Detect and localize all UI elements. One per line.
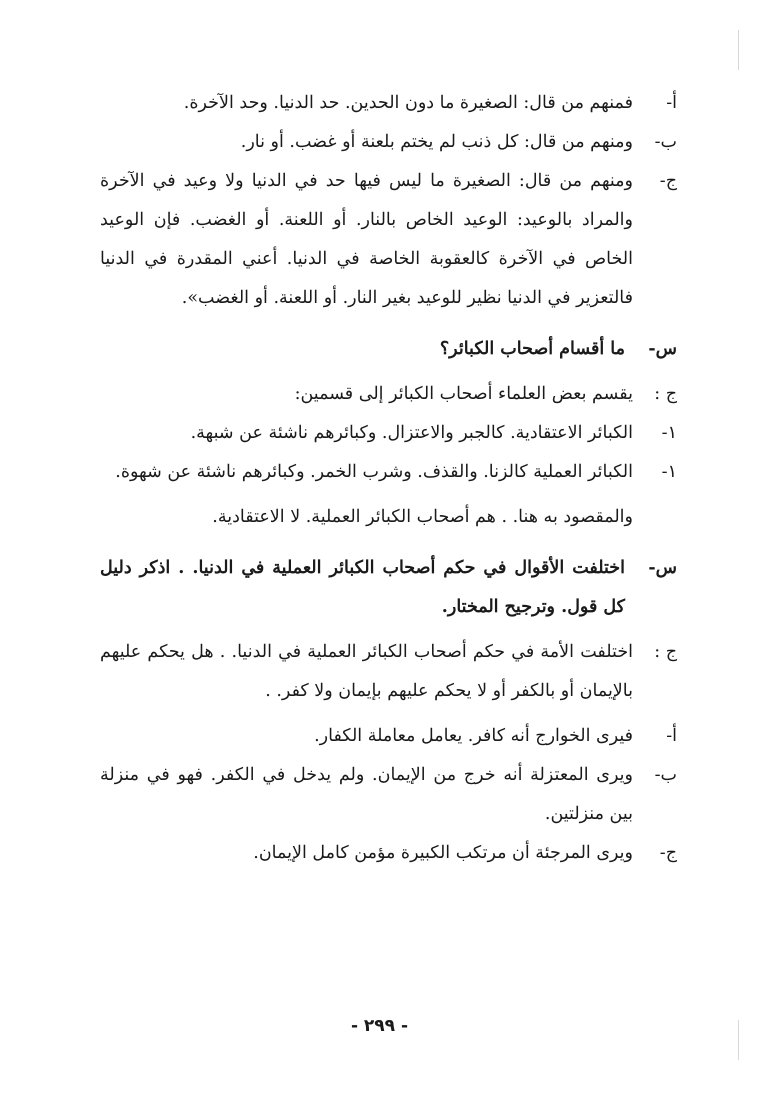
scan-edge-mark — [738, 30, 739, 70]
question-label: س- — [648, 558, 677, 578]
item-text: ومنهم من قال: كل ذنب لم يختم بلعنة أو غضب. أو نار. — [240, 132, 633, 152]
item-text: ويرى المرجئة أن مرتكب الكبيرة مؤمن كامل الإيمان. — [253, 843, 633, 863]
list-item — [100, 756, 677, 834]
answer-intro — [100, 375, 677, 414]
question-text: اختلفت الأقوال في حكم أصحاب الكبائر العملية في الدنيا. . اذكر دليل كل قول. وترجيح المختار. — [100, 558, 625, 617]
list-item — [100, 123, 677, 162]
item-text: ويرى المعتزلة أنه خرج من الإيمان. ولم يدخل في الكفر. فهو في منزلة بين منزلتين. — [100, 765, 633, 824]
list-item — [100, 414, 677, 453]
item-label: ١- — [661, 462, 677, 482]
list-item — [100, 717, 677, 756]
item-label: ب- — [654, 132, 677, 152]
list-item — [100, 834, 677, 873]
item-label: ١- — [661, 423, 677, 443]
item-label: أ- — [666, 93, 677, 113]
item-text: فمنهم من قال: الصغيرة ما دون الحدين. حد الدنيا. وحد الآخرة. — [183, 93, 633, 113]
page-number: - ٢٩٩ - — [350, 1016, 409, 1036]
item-text: ومنهم من قال: الصغيرة ما ليس فيها حد في الدنيا ولا وعيد في الآخرة والمراد بالوعيد: الوعيد الخاص بالنار. أو اللعنة. أو الغضب. فإن الوعيد الخاص في الآخرة كالعقوبة الخاصة في الدنيا. أعني المقدرة في الدنيا فالتعزير في الدنيا نظير للوعيد بغير النار. أو اللعنة. أو الغضب». — [100, 171, 633, 308]
item-label: ج- — [659, 843, 677, 863]
question-label: س- — [648, 339, 677, 359]
list-item — [100, 453, 677, 492]
item-text: الكبائر الاعتقادية. كالجبر والاعتزال. وكبائرهم ناشئة عن شبهة. — [190, 423, 633, 443]
question-heading — [100, 330, 677, 369]
answer-text: اختلفت الأمة في حكم أصحاب الكبائر العملية في الدنيا. . هل يحكم عليهم بالإيمان أو بالكفر أو لا يحكم عليهم بإيمان ولا كفر. . — [100, 642, 633, 701]
list-item — [100, 84, 677, 123]
answer-label: ج : — [654, 384, 677, 404]
answer-intro — [100, 633, 677, 711]
item-label: ج- — [659, 171, 677, 191]
answer-text: يقسم بعض العلماء أصحاب الكبائر إلى قسمين: — [294, 384, 633, 404]
item-label: أ- — [666, 726, 677, 746]
item-text: الكبائر العملية كالزنا. والقذف. وشرب الخمر. وكبائرهم ناشئة عن شهوة. — [115, 462, 633, 482]
list-item — [100, 162, 677, 318]
question-heading — [100, 549, 677, 627]
item-label: ب- — [654, 765, 677, 785]
page-body — [100, 84, 677, 873]
item-text: فيرى الخوارج أنه كافر. يعامل معاملة الكفار. — [314, 726, 633, 746]
intended-note: والمقصود به هنا. . هم أصحاب الكبائر العملية. لا الاعتقادية. — [212, 507, 633, 527]
question-text: ما أقسام أصحاب الكبائر؟ — [439, 339, 625, 359]
answer-label: ج : — [654, 642, 677, 662]
